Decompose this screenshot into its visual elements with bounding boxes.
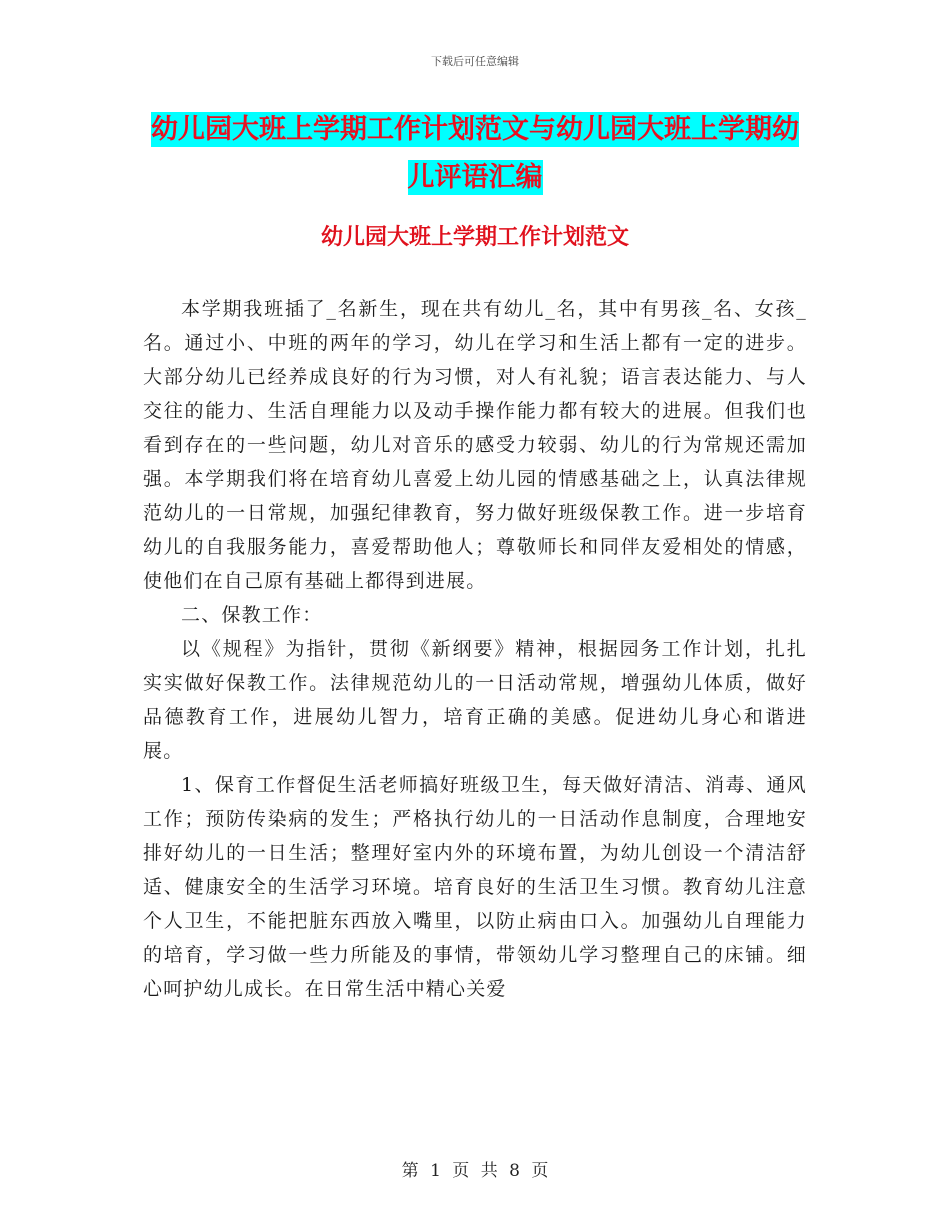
page-number: 第 1 页 共 8 页: [401, 1161, 549, 1181]
document-title-text: 幼儿园大班上学期工作计划范文与幼儿园大班上学期幼儿评语汇编: [151, 114, 799, 193]
document-body: [143, 292, 807, 1006]
paragraph-guidelines: 以《规程》为指针，贯彻《新纲要》精神，根据园务工作计划，扎扎实实做好保教工作。法律规范幼儿的一日活动常规，增强幼儿体质，做好品德教育工作，进展幼儿智力，培育正确的美感。促进幼儿身心和谐进展。: [143, 638, 807, 762]
section-title: 幼儿园大班上学期工作计划范文: [320, 225, 629, 250]
paragraph-intro: 本学期我班插了_名新生，现在共有幼儿_名，其中有男孩_名、女孩_名。通过小、中班的两年的学习，幼儿在学习和生活上都有一定的进步。大部分幼儿已经养成良好的行为习惯，对人有礼貌；语言表达能力、与人交往的能力、生活自理能力以及动手操作能力都有较大的进展。但我们也看到存在的一些问题，幼儿对音乐的感受力较弱、幼儿的行为常规还需加强。本学期我们将在培育幼儿喜爱上幼儿园的情感基础之上，认真法律规范幼儿的一日常规，加强纪律教育，努力做好班级保教工作。进一步培育幼儿的自我服务能力，喜爱帮助他人；尊敬师长和同伴友爱相处的情感，使他们在自己原有基础上都得到进展。: [143, 298, 807, 592]
paragraph-heading-care: 二、保教工作：: [181, 604, 323, 626]
paragraph-care-work: 1、保育工作督促生活老师搞好班级卫生，每天做好清洁、消毒、通风工作；预防传染病的发生；严格执行幼儿的一日活动作息制度，合理地安排好幼儿的一日生活；整理好室内外的环境布置，为幼儿创设一个清洁舒适、健康安全的生活学习环境。培育良好的生活卫生习惯。教育幼儿注意个人卫生，不能把脏东西放入嘴里，以防止病由口入。加强幼儿自理能力的培育，学习做一些力所能及的事情，带领幼儿学习整理自己的床铺。细心呵护幼儿成长。在日常生活中精心关爱: [143, 774, 807, 1000]
header-note: 下载后可任意编辑: [431, 55, 519, 68]
document-title: [140, 106, 810, 202]
